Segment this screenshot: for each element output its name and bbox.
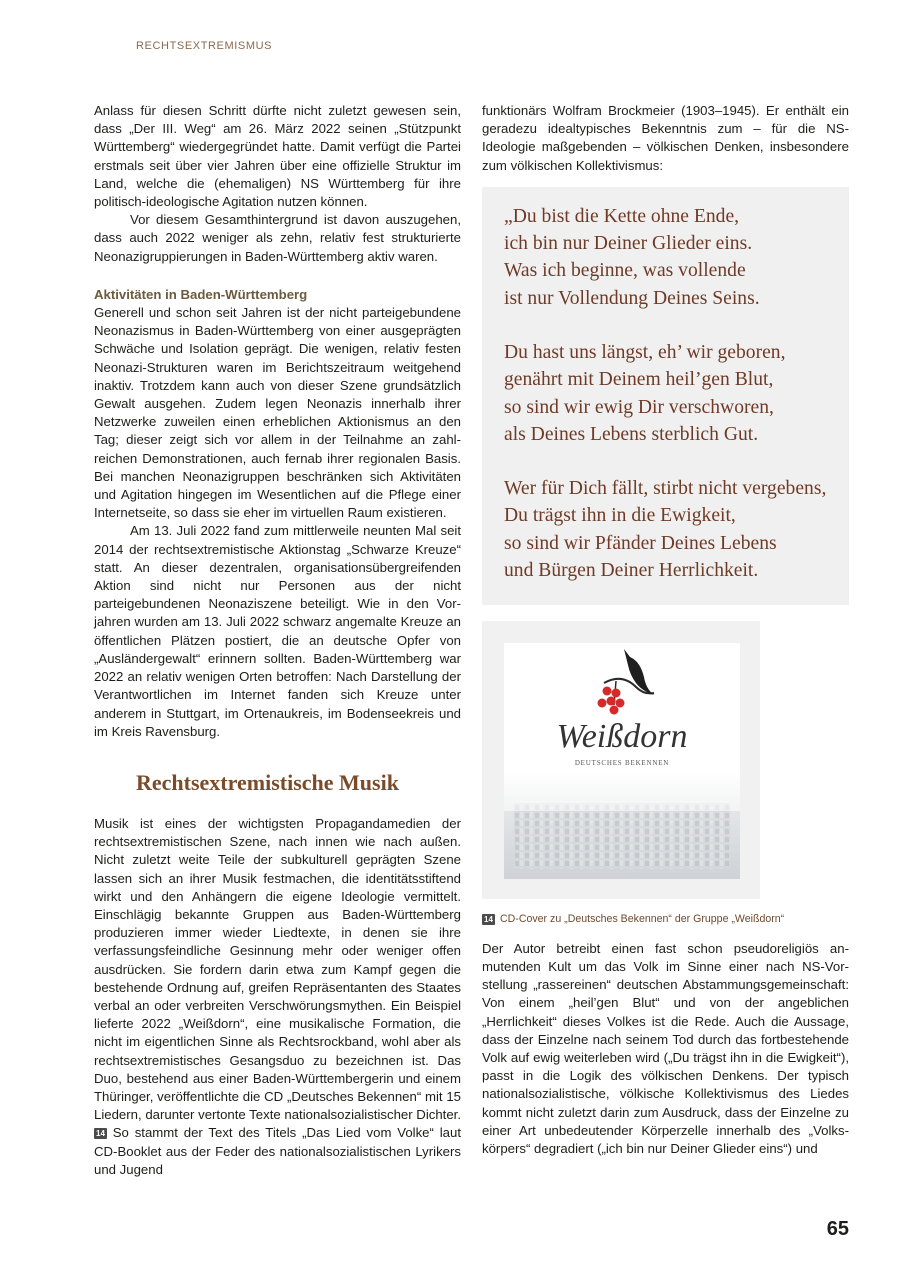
paragraph-neonazism: Generell und schon seit Jahren ist der nicht parteigebundene Neonazismus in Baden-Württemberg von einer ausgeprägten Schwäche und Isolation geprägt. Die wenigen, relativ festen Neonazi-Strukturen waren im Berichtszeitraum weitgehend inaktiv. Trotzdem kann auch von dieser Szene grundsätzlich Gewalt ausgehen. Zudem legen Neonazis innerhalb ihrer Netzwerke zuweilen einen erheblichen Aktionismus an den Tag; dieser zeigt sich vor allem in der Teilnahme an zahlreichen Demonstrationen, auch fernab ihrer regionalen Basis. Bei manchen Neonazigruppen beschränken sich Aktivitäten und Agitation hingegen im Wesentlichen auf die Pflege einer Internetseite, so dass sie eher im virtuellen Raum existieren.: [94, 305, 461, 521]
paragraph-music: [94, 815, 461, 1179]
poem-stanza-1: [504, 203, 841, 312]
figure-caption: [482, 913, 849, 926]
poem-line: und Bürgen Deiner Herrlichkeit.: [504, 560, 759, 582]
subheading-activities: Aktivitäten in Baden-Württemberg: [94, 286, 308, 302]
berry: [616, 698, 625, 707]
poem-line: „Du bist die Kette ohne Ende,: [504, 205, 740, 227]
running-head: RECHTSEXTREMISMUS: [136, 40, 273, 52]
caption-number: 14: [484, 914, 493, 924]
cd-cover-figure: [482, 621, 760, 899]
paragraph-music-text: Musik ist eines der wichtigsten Propagandamedien der rechtsextremistischen Szene, nach innen wie nach außen. Nicht zuletzt weite Teile der subkulturell geprägten Szene lassen sich an ihrer Musik festmachen, die identitätsstiftend wirkt und den Anhängern die eigene Ideologie vermittelt. Einschlägig bekannte Gruppen aus Baden-Württemberg produzieren immer wieder Liedtexte, in denen sie ihre verfassungsfeindliche Gesinnung mehr oder weniger offen ausdrücken. Sie fordern darin etwa zum Kampf gegen die bestehende Ordnung auf, greifen Repräsentanten des Staates verbal an oder verbreiten Verschwörungsmythen. Ein Beispiel lieferte 2022 „Weißdorn“, eine musikalische Formation, die nicht im eigentlichen Sinne als Rechtsrockband, wohl aber als rechtsextremistisches Gesangsduo zu bezeichnen ist. Das Duo, bestehend aus einer Baden-Württembergerin und einem Thüringer, veröffentlichte die CD „Deutsches Bekennen“ mit 15 Liedern, darunter vertonte Texte nationalsozialistischer Dichter.: [94, 815, 462, 1123]
paragraph-music-cont: So stammt der Text des Titels „Das Lied vom Volke“ laut CD-Booklet aus der Feder des nationalsozialistischen Lyrikers und Jugend: [94, 1125, 461, 1177]
page-number: 65: [826, 1218, 849, 1240]
right-column: [482, 102, 849, 1158]
bird-silhouette: [624, 649, 654, 695]
left-column: [94, 102, 461, 1179]
paragraph-black-crosses: Am 13. Juli 2022 fand zum mittlerweile neunten Mal seit 2014 der rechtsextremistische Aktionstag „Schwarze Kreuze“ statt. An dieser dezentralen, organisationsübergreifenden Aktion sind nicht nur Personen aus der nicht parteigebundenen Neonaziszene beteiligt. Wie in den Vorjahren wurden am 13. Juli 2022 schwarz angemalte Kreuze an öffentlichen Plätzen postiert, die an deutsche Opfer von „Ausländergewalt“ erinnern sollten. Baden-Württemberg war 2022 an relativ wenigen Orten betroffen: Nach Darstellung der Verantwortlichen im Internet fanden sich Kreuze unter anderem in Stuttgart, im Ortenaukreis, im Bodenseekreis und im Kreis Ravensburg.: [94, 523, 461, 739]
poem-line: als Deines Lebens sterblich Gut.: [504, 423, 759, 445]
cover-album-title: DEUTSCHES BEKENNEN: [574, 758, 670, 767]
caption-text: CD-Cover zu „Deutsches Bekennen“ der Gruppe „Weißdorn“: [500, 912, 785, 925]
berry: [607, 696, 616, 705]
cd-cover-image: [504, 643, 740, 879]
cd-cover-artwork: [504, 643, 740, 879]
paragraph-intro: Anlass für diesen Schritt dürfte nicht zuletzt gewesen sein, dass „Der III. Weg“ am 26. März 2022 seinen „Stützpunkt Württemberg“ wiedergegründet hatte. Damit verfügt die Partei erstmals seit über vier Jahren über eine offizielle Struktur im Land, welche die (ehemaligen) NS Württemberg für ihre politisch-ideologische Agitation nutzen können.: [94, 103, 461, 210]
city-fade-top: [504, 771, 740, 811]
paragraph-analysis: Der Autor betreibt einen fast schon pseudoreligiös anmutenden Kult um das Volk im Sinne einer nach NS-Vorstellung „rassereinen“ deutschen Abstammungsgemeinschaft: Von einem „heil’gen Blut“ und von der angeblichen „Herrlichkeit“ dieses Volkes ist die Rede. Auch die Aussage, dass der Einzelne nach seinem Tod durch das fortbestehende Volk auf ewig weiterleben wird („Du trägst ihn in die Ewigkeit“), passt in die Logik des völkischen Denkens. Der typisch nationalsozialistische, völkische Kollektivismus des Liedes kommt nicht zuletzt darin zum Ausdruck, dass der Einzelne zu einer Art unbedeutender Körperzelle innerhalb des „Volkskörpers“ degradiert („ich bin nur Deiner Glieder eins“) und: [482, 940, 849, 1157]
poem-line: genährt mit Deinem heil’gen Blut,: [504, 369, 774, 391]
poem-line: Wer für Dich fällt, stirbt nicht vergebens,: [504, 478, 827, 500]
poem-line: so sind wir ewig Dir verschworen,: [504, 396, 774, 418]
poem-line: Du hast uns längst, eh’ wir geboren,: [504, 342, 786, 363]
figure-reference[interactable]: 14: [96, 1129, 105, 1139]
berry: [612, 688, 621, 697]
cover-band-name: Weißdorn: [556, 717, 688, 755]
poem-quote-box: [482, 187, 849, 605]
poem-stanza-2: [504, 339, 841, 448]
section-title-music: Rechtsextremistische Musik: [136, 769, 399, 795]
poem-line: Du trägst ihn in die Ewigkeit,: [504, 505, 736, 527]
city-roofs: [514, 803, 730, 869]
berry: [610, 705, 619, 714]
poem-line: Was ich beginne, was vollende: [504, 260, 746, 282]
poem-stanza-3: [504, 475, 841, 584]
paragraph-brockmeier: funktionärs Wolfram Brockmeier (1903–1945). Er enthält ein geradezu idealtypisches Bekenntnis zum – für die NS-Ideologie maßgebenden – völkischen Denken, insbesondere zum völkischen Kollektivismus:: [482, 103, 849, 173]
poem-line: so sind wir Pfänder Deines Lebens: [504, 532, 777, 554]
berry: [598, 698, 607, 707]
berry: [603, 686, 612, 695]
paragraph-background: Vor diesem Gesamthintergrund ist davon auszugehen, dass auch 2022 weniger als zehn, relativ fest strukturierte Neonazigruppierungen in Baden-Württemberg aktiv waren.: [94, 212, 461, 264]
poem-line: ist nur Vollendung Deines Seins.: [504, 287, 760, 309]
poem-line: ich bin nur Deiner Glieder eins.: [504, 233, 753, 255]
